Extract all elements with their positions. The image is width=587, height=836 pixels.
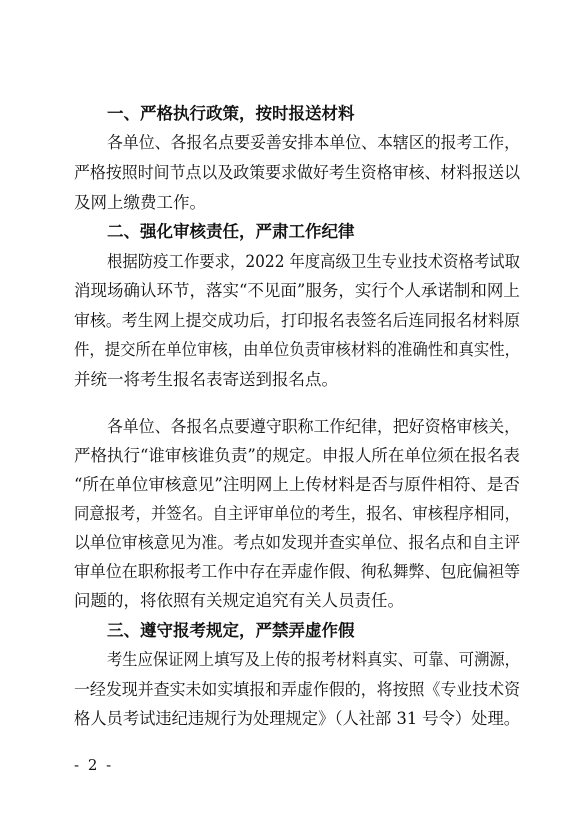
- section-2-heading: 二、强化审核责任，严肃工作纪律: [107, 222, 355, 241]
- section-1-para-1-line-1: 各单位、各报名点要妥善安排本单位、本辖区的报考工作，: [107, 133, 520, 152]
- section-2-para-2-line-3: “所在单位审核意见”注明网上上传材料是否与原件相符、是否: [74, 475, 520, 494]
- section-2-para-2-line-2: 严格执行“谁审核谁负责”的规定。申报人所在单位须在报名表: [74, 446, 520, 465]
- section-2-para-2-line-5: 以单位审核意见为准。考点如发现并查实单位、报名点和自主评: [74, 533, 521, 552]
- section-1-para-1-line-3: 及网上缴费工作。: [74, 193, 206, 212]
- section-2-para-1-line-1: 根据防疫工作要求，2022 年度高级卫生专业技术资格考试取: [107, 252, 521, 271]
- section-3-heading: 三、遵守报考规定，严禁弄虚作假: [107, 621, 355, 640]
- section-3-para-1-line-2: 一经发现并查实未如实填报和弄虚作假的，将按照《专业技术资: [74, 680, 521, 699]
- section-2-para-1-line-3: 审核。考生网上提交成功后，打印报名表签名后连同报名材料原: [74, 311, 521, 330]
- page-number: - 2 -: [74, 756, 114, 774]
- section-1-para-1-line-2: 严格按照时间节点以及政策要求做好考生资格审核、材料报送以: [74, 163, 521, 182]
- section-2-para-1-line-5: 并统一将考生报名表寄送到报名点。: [74, 370, 338, 389]
- section-1-heading: 一、严格执行政策，按时报送材料: [107, 104, 355, 123]
- section-3-para-1-line-3: 格人员考试违纪违规行为处理规定》（人社部 31 号令）处理。: [74, 709, 521, 728]
- section-3-para-1-line-1: 考生应保证网上填写及上传的报考材料真实、可靠、可溯源，: [107, 650, 520, 669]
- section-2-para-2-line-4: 同意报考，并签名。自主评审单位的考生，报名、审核程序相同，: [74, 504, 521, 523]
- section-2-para-2-line-7: 问题的，将依照有关规定追究有关人员责任。: [74, 591, 404, 610]
- section-2-para-1-line-2: 消现场确认环节，落实“不见面”服务，实行个人承诺制和网上: [74, 281, 520, 300]
- section-2-para-1-line-4: 件，提交所在单位审核，由单位负责审核材料的准确性和真实性，: [74, 340, 521, 359]
- section-2-para-2-line-1: 各单位、各报名点要遵守职称工作纪律，把好资格审核关，: [107, 417, 520, 436]
- section-2-para-2-line-6: 审单位在职称报考工作中存在弄虚作假、徇私舞弊、包庇偏袒等: [74, 562, 521, 581]
